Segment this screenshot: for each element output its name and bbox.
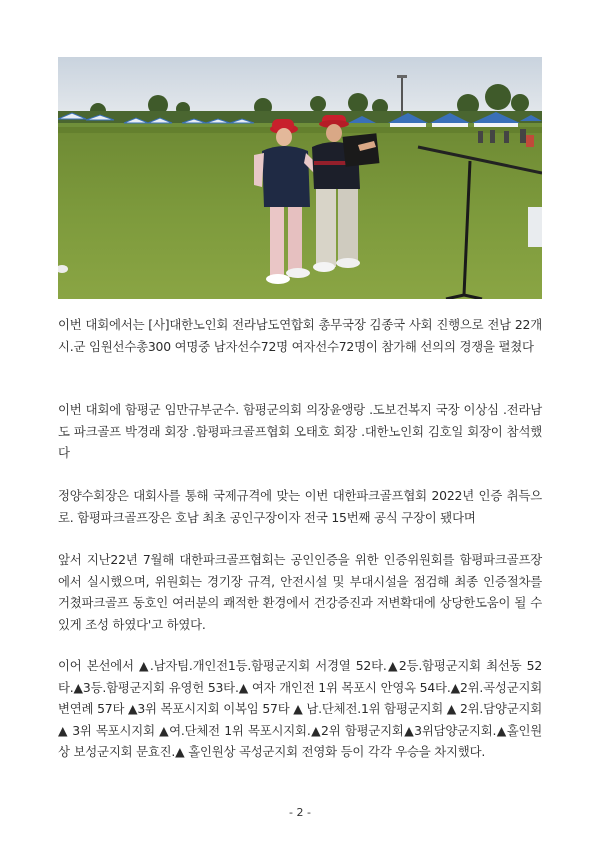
page-number: - 2 - bbox=[289, 806, 311, 819]
paragraph-certification: 앞서 지난22년 7월해 대한파크골프협회는 공인인증을 위한 인증위원회를 함평파크골프장에서 실시했으며, 위원회는 경기장 규격, 안전시설 및 부대시설을 점검해 최종 인증절차를 거쳤파크골프 동호인 여러분의 쾌적한 환경에서 건강증진과 저변확대에 상당한도움이 될 수있게 조성 하였다'고 하였다. bbox=[58, 552, 542, 632]
paragraph-participants: 이번 대회에서는 [사]대한노인회 전라남도연합회 총무국장 김종국 사회 진행으로 전남 22개 시.군 임원선수총300 여명중 남자선수72명 여자선수72명이 참가해 선의의 경쟁을 펼쳤다 bbox=[58, 317, 542, 354]
paragraph-results: 이어 본선에서 ▲.남자팀.개인전1등.함평군지회 서경열 52타.▲2등.함평군지회 최선동 52타.▲3등.함평군지회 유영헌 53타.▲ 여자 개인전 1위 목포시 안영옥 54타.▲2위.곡성군지회 변연례 57타 ▲3위 목포시지회 이복임 57타 ▲ 남.단체전.1위 함평군지회 ▲ 2위.담양군지회 ▲ 3위 목포시지회 ▲여.단체전 1위 목포시지회.▲2위 함평군지회▲3위담양군지회.▲홀인원상 보성군지회 문효진.▲ 홀인원상 곡성군지회 전영화 등이 각각 우승을 차지했다. bbox=[58, 658, 542, 759]
paragraph-president-speech: 정양수회장은 대회사를 통해 국제규격에 맞는 이번 대한파크골프협회 2022년 인증 취득으로. 함평파크골프장은 호남 최초 공인구장이자 전국 15번째 공식 구장이 됐다며 bbox=[58, 488, 542, 525]
paragraph-attendees: 이번 대회에 함평군 임만규부군수. 함평군의회 의장윤앵랑 .도보건복지 국장 이상심 .전라남도 파크골프 박경래 회장 .함평파크골프협회 오태호 회장 .대한노인회 김호일 회장이 참석했다 bbox=[58, 402, 542, 460]
event-photo bbox=[58, 57, 542, 299]
